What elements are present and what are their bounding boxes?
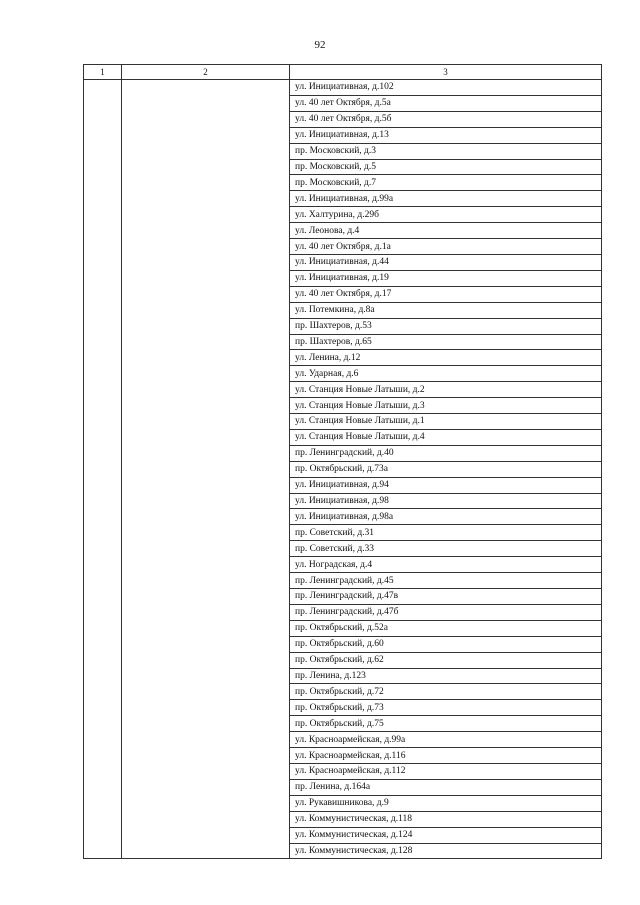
address-cell: ул. Ленина, д.12 [290, 350, 602, 366]
address-cell: ул. Коммунистическая, д.128 [290, 843, 602, 859]
address-cell: ул. Инициативная, д.102 [290, 80, 602, 96]
address-cell: ул. Инициативная, д.99а [290, 191, 602, 207]
address-cell: пр. Октябрьский, д.73 [290, 700, 602, 716]
merged-cell-col-1 [84, 80, 122, 859]
address-cell: пр. Ленинградский, д.47б [290, 604, 602, 620]
address-cell: пр. Ленина, д.164а [290, 779, 602, 795]
merged-cell-col-2 [122, 80, 290, 859]
address-cell: ул. 40 лет Октября, д.17 [290, 286, 602, 302]
address-cell: пр. Московский, д.5 [290, 159, 602, 175]
address-cell: пр. Октябрьский, д.60 [290, 636, 602, 652]
address-cell: ул. 40 лет Октября, д.5б [290, 111, 602, 127]
address-cell: ул. Ударная, д.6 [290, 366, 602, 382]
address-cell: ул. Инициативная, д.13 [290, 127, 602, 143]
address-cell: пр. Ленина, д.123 [290, 668, 602, 684]
address-cell: пр. Октябрьский, д.73а [290, 461, 602, 477]
table-body [84, 80, 602, 859]
address-cell: ул. Потемкина, д.8а [290, 302, 602, 318]
page-number: 92 [314, 39, 326, 51]
address-cell: пр. Советский, д.31 [290, 525, 602, 541]
address-cell: ул. 40 лет Октября, д.5а [290, 95, 602, 111]
address-cell: ул. Инициативная, д.98 [290, 493, 602, 509]
header-col-2: 2 [122, 65, 290, 80]
address-cell: ул. Красноармейская, д.99а [290, 732, 602, 748]
address-table [83, 64, 602, 859]
address-cell: ул. Рукавишникова, д.9 [290, 795, 602, 811]
address-cell: пр. Советский, д.33 [290, 541, 602, 557]
address-cell: пр. Шахтеров, д.65 [290, 334, 602, 350]
header-row [84, 65, 602, 80]
address-cell: ул. Инициативная, д.94 [290, 477, 602, 493]
header-col-3: 3 [290, 65, 602, 80]
address-cell: пр. Московский, д.7 [290, 175, 602, 191]
address-cell: ул. 40 лет Октября, д.1а [290, 239, 602, 255]
address-cell: пр. Московский, д.3 [290, 143, 602, 159]
address-cell: ул. Станция Новые Латыши, д.1 [290, 414, 602, 430]
address-cell: ул. Красноармейская, д.116 [290, 748, 602, 764]
address-cell: пр. Ленинградский, д.47в [290, 589, 602, 605]
address-cell: ул. Коммунистическая, д.124 [290, 827, 602, 843]
table-header [84, 65, 602, 80]
address-cell: ул. Ноградская, д.4 [290, 557, 602, 573]
address-cell: ул. Станция Новые Латыши, д.3 [290, 398, 602, 414]
address-cell: пр. Октябрьский, д.52а [290, 620, 602, 636]
address-cell: ул. Леонова, д.4 [290, 223, 602, 239]
address-cell: пр. Ленинградский, д.40 [290, 445, 602, 461]
address-cell: пр. Ленинградский, д.45 [290, 573, 602, 589]
address-cell: ул. Инициативная, д.44 [290, 254, 602, 270]
address-cell: ул. Красноармейская, д.112 [290, 763, 602, 779]
table-row [84, 80, 602, 96]
address-cell: ул. Инициативная, д.98а [290, 509, 602, 525]
header-col-1: 1 [84, 65, 122, 80]
address-cell: пр. Шахтеров, д.53 [290, 318, 602, 334]
address-cell: пр. Октябрьский, д.72 [290, 684, 602, 700]
address-cell: пр. Октябрьский, д.62 [290, 652, 602, 668]
address-cell: ул. Коммунистическая, д.118 [290, 811, 602, 827]
address-cell: ул. Инициативная, д.19 [290, 270, 602, 286]
address-cell: пр. Октябрьский, д.75 [290, 716, 602, 732]
address-cell: ул. Станция Новые Латыши, д.4 [290, 429, 602, 445]
address-cell: ул. Халтурина, д.29б [290, 207, 602, 223]
address-cell: ул. Станция Новые Латыши, д.2 [290, 382, 602, 398]
